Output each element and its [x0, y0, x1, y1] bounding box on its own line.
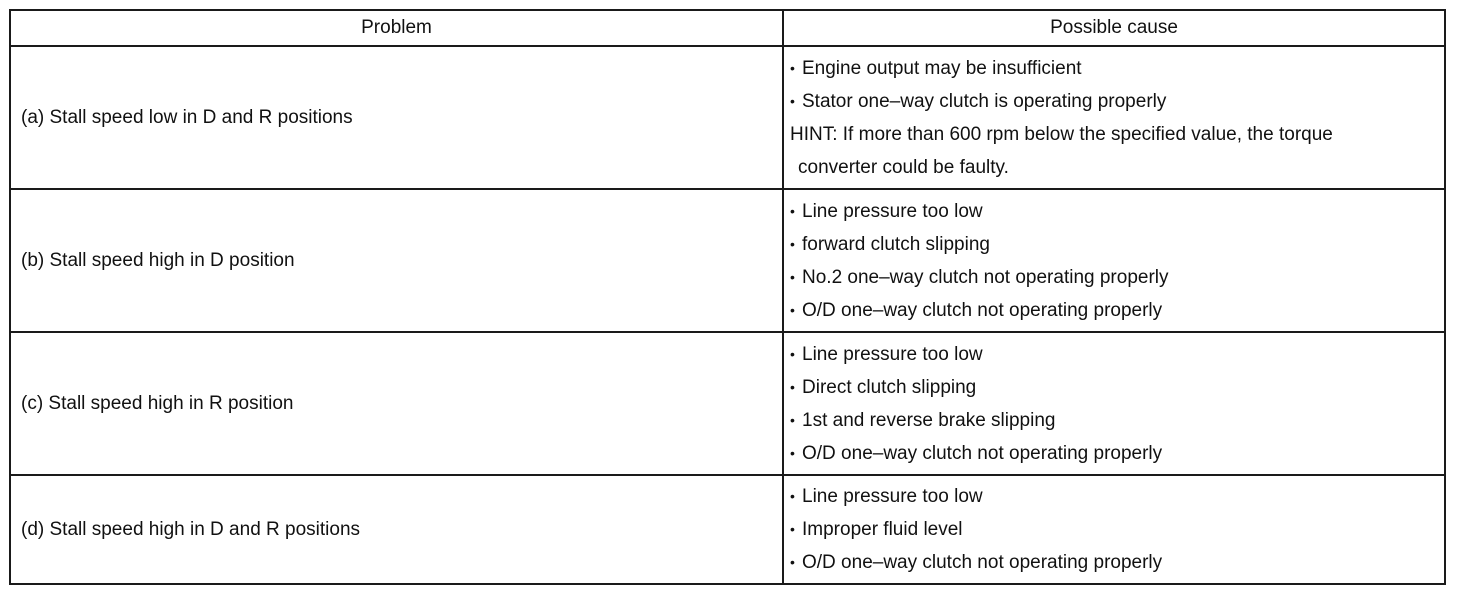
bullet-icon: •: [790, 444, 795, 461]
problem-cell: (d) Stall speed high in D and R positions: [10, 475, 783, 584]
hint-line: HINT: If more than 600 rpm below the specified value, the torque: [790, 123, 1333, 145]
bullet-icon: •: [790, 301, 795, 318]
cause-list: [790, 195, 1438, 327]
table-row: [10, 475, 1445, 584]
cause-item: • 1st and reverse brake slipping: [790, 404, 1438, 437]
bullet-icon: •: [790, 345, 795, 362]
cause-item: • O/D one–way clutch not operating properly: [790, 294, 1438, 327]
cause-item: • No.2 one–way clutch not operating properly: [790, 261, 1438, 294]
bullet-icon: •: [790, 268, 795, 285]
cause-cell: [783, 46, 1445, 189]
bullet-icon: •: [790, 378, 795, 395]
cause-item: • Engine output may be insufficient: [790, 52, 1438, 85]
cause-item: • Direct clutch slipping: [790, 371, 1438, 404]
cause-item: • Improper fluid level: [790, 513, 1438, 546]
bullet-icon: •: [790, 554, 795, 570]
bullet-icon: •: [790, 411, 795, 428]
cause-cell: [783, 332, 1445, 475]
stall-test-table: [9, 9, 1446, 585]
table-row: [10, 189, 1445, 332]
bullet-icon: •: [790, 202, 795, 219]
cause-column-header: Possible cause: [783, 10, 1445, 46]
cause-list: [790, 480, 1438, 579]
cause-item: • Line pressure too low: [790, 338, 1438, 371]
cause-item: • Stator one–way clutch is operating properly: [790, 85, 1438, 118]
table-row: [10, 46, 1445, 189]
cause-cell: [783, 189, 1445, 332]
cause-cell: [783, 475, 1445, 584]
cause-item: • forward clutch slipping: [790, 228, 1438, 261]
cause-list: [790, 338, 1438, 470]
bullet-icon: •: [790, 92, 795, 109]
cause-item: • O/D one–way clutch not operating properly: [790, 546, 1438, 579]
table-row: [10, 332, 1445, 475]
bullet-icon: •: [790, 235, 795, 252]
hint-line: converter could be faulty.: [798, 156, 1009, 178]
problem-cell: (c) Stall speed high in R position: [10, 332, 783, 475]
problem-column-header: Problem: [10, 10, 783, 46]
cause-item: • O/D one–way clutch not operating properly: [790, 437, 1438, 470]
bullet-icon: •: [790, 521, 795, 537]
problem-cell: (a) Stall speed low in D and R positions: [10, 46, 783, 189]
hint-note: [790, 118, 1438, 184]
bullet-icon: •: [790, 488, 795, 504]
problem-cell: (b) Stall speed high in D position: [10, 189, 783, 332]
bullet-icon: •: [790, 59, 795, 76]
cause-list: [790, 52, 1438, 118]
header-row: [10, 10, 1445, 46]
cause-item: • Line pressure too low: [790, 480, 1438, 513]
cause-item: • Line pressure too low: [790, 195, 1438, 228]
